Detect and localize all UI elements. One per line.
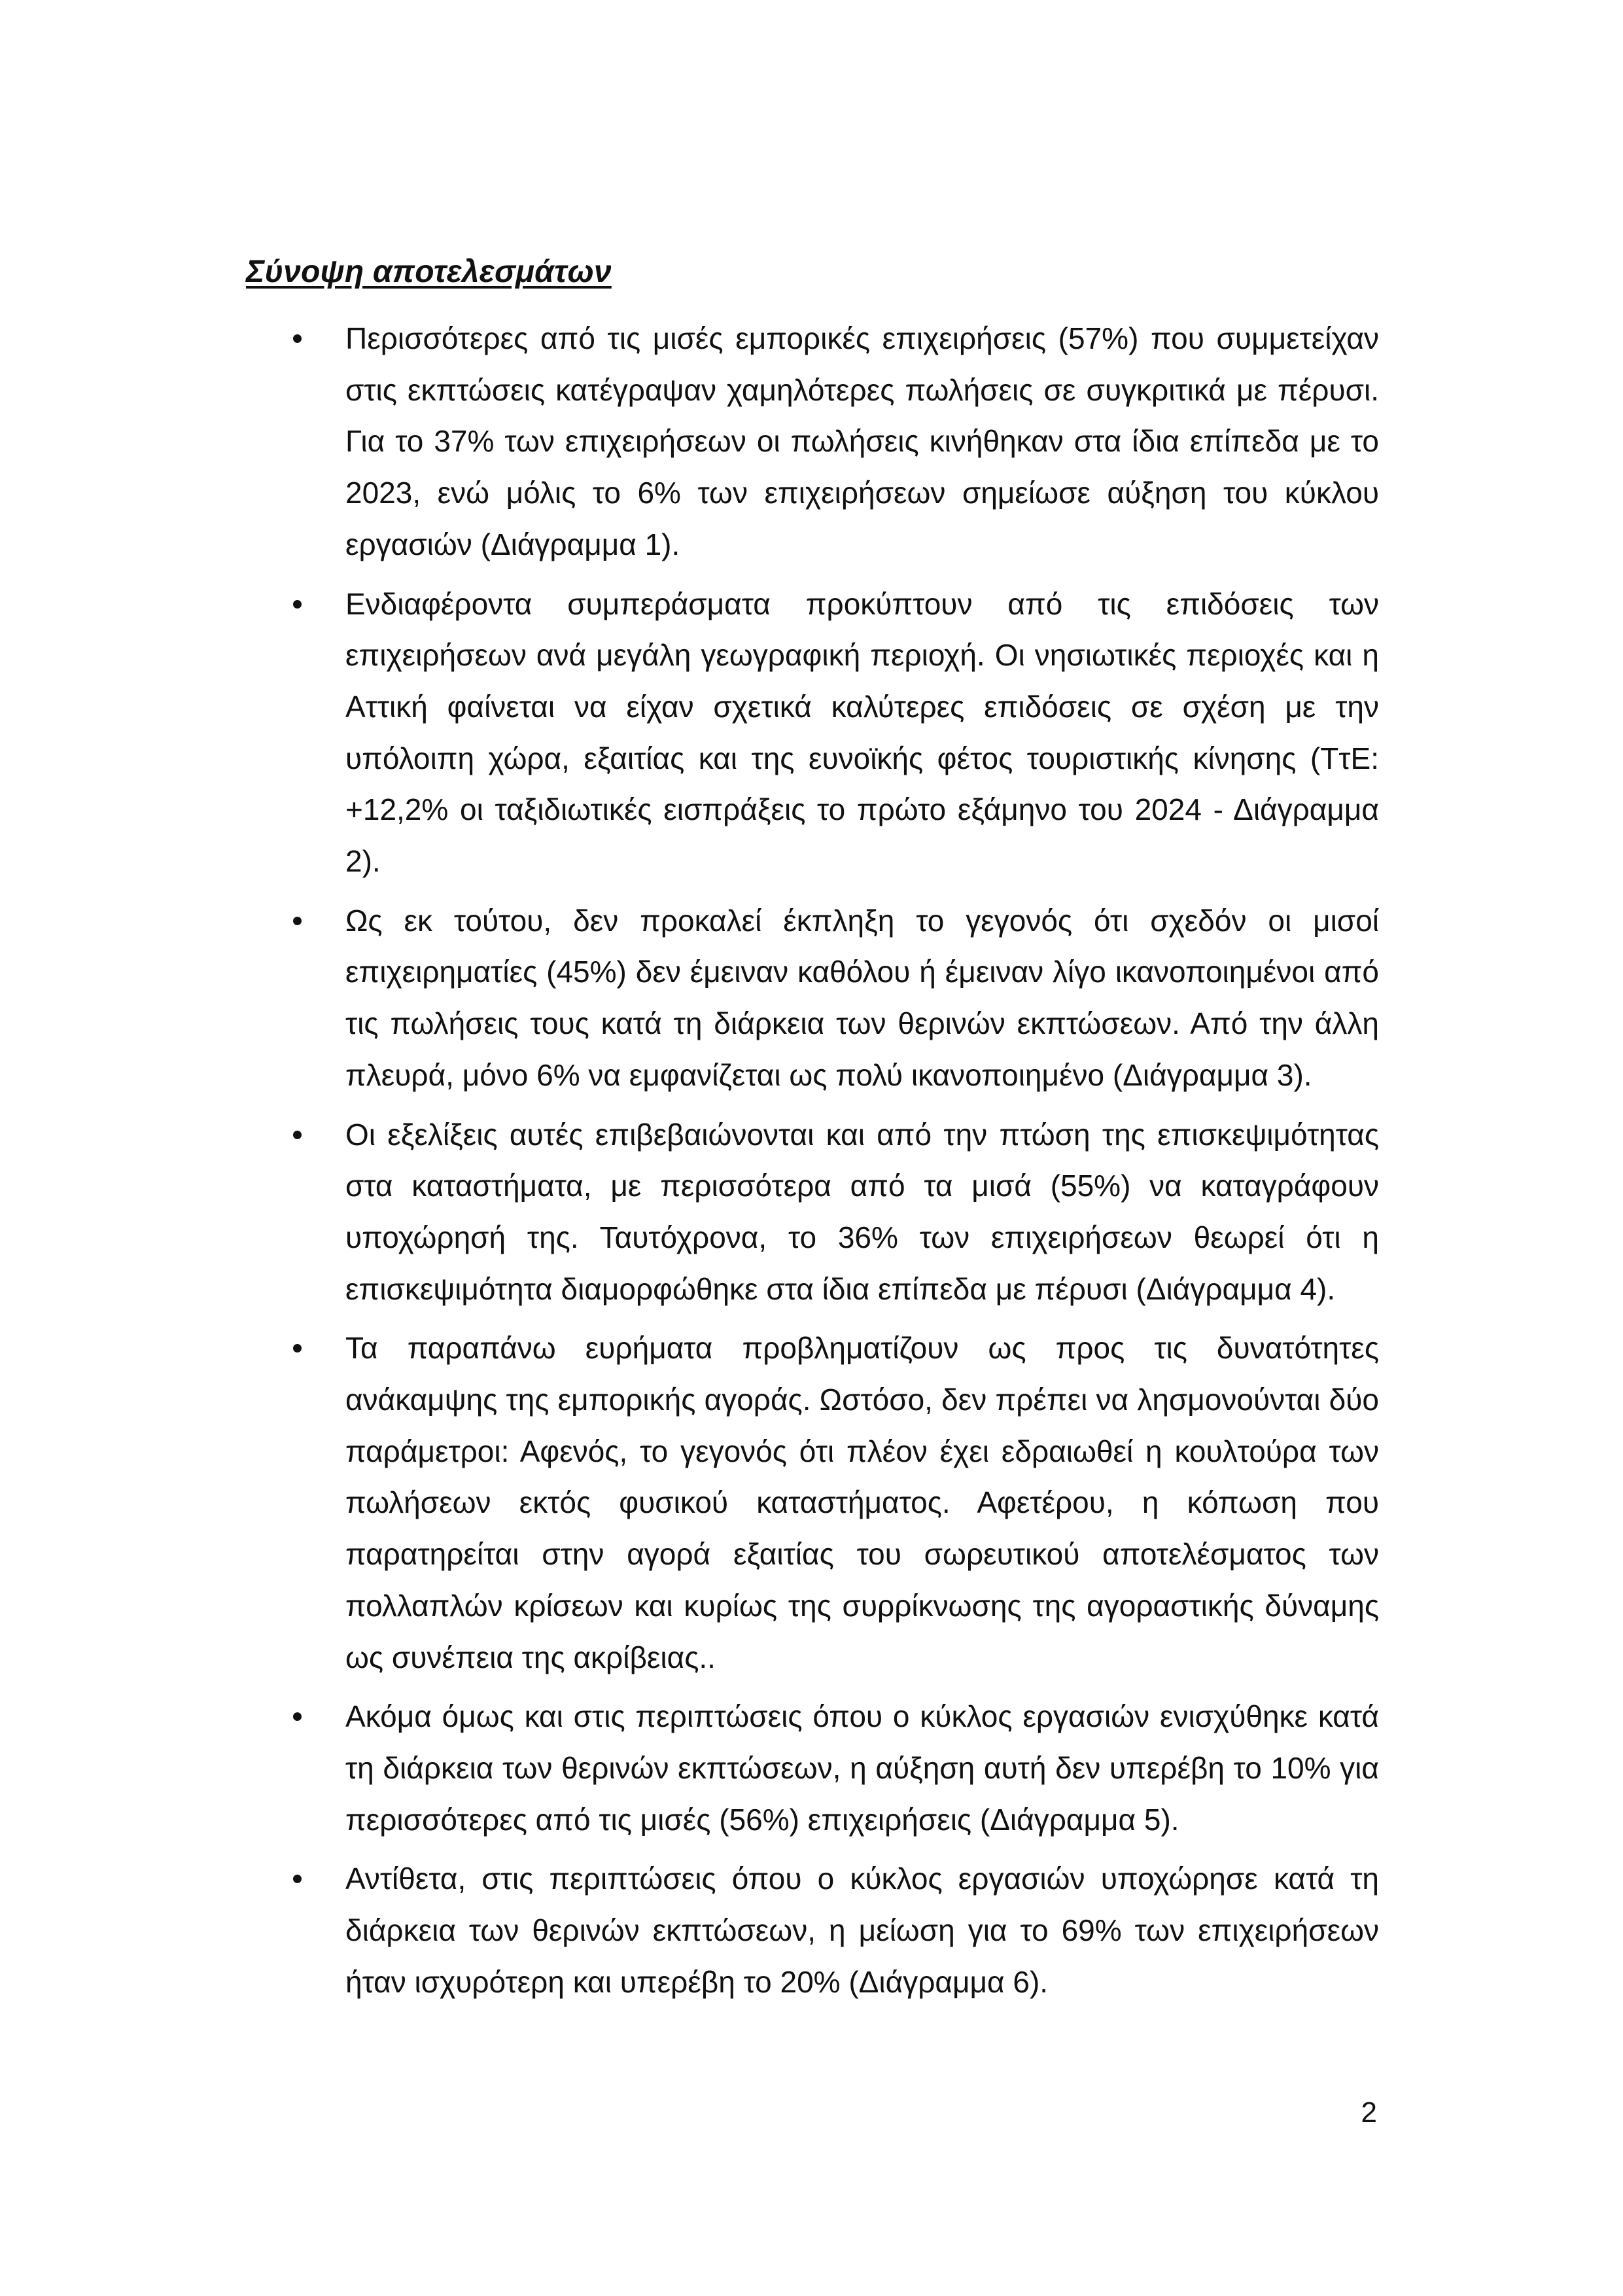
bullet-dot-icon	[293, 1875, 302, 1883]
bullet-dot-icon	[293, 600, 302, 609]
summary-bullet-2	[246, 578, 1379, 887]
summary-bullet-4	[246, 1109, 1379, 1315]
summary-bullet-6	[246, 1691, 1379, 1845]
summary-bullet-text: Ακόμα όμως και στις περιπτώσεις όπου ο κύκλος εργασιών ενισχύθηκε κατά τη διάρκεια των θερινών εκπτώσεων, η αύξηση αυτή δεν υπερέβη το 10% για περισσότερες από τις μισές (56%) επιχειρήσεις (Διάγραμμα 5).	[345, 1699, 1379, 1837]
summary-bullet-text: Τα παραπάνω ευρήματα προβληματίζουν ως προς τις δυνατότητες ανάκαμψης της εμπορικής αγοράς. Ωστόσο, δεν πρέπει να λησμονούνται δύο παράμετροι: Αφενός, το γεγονός ότι πλέον έχει εδραιωθεί η κουλτούρα των πωλήσεων εκτός φυσικού καταστήματος. Αφετέρου, η κόπωση που παρατηρείται στην αγορά εξαιτίας του σωρευτικού αποτελέσματος των πολλαπλών κρίσεων και κυρίως της συρρίκνωσης της αγοραστικής δύναμης ως συνέπεια της ακρίβειας..	[345, 1331, 1379, 1674]
summary-bullet-text: Οι εξελίξεις αυτές επιβεβαιώνονται και από την πτώση της επισκεψιμότητας στα καταστήματα, με περισσότερα από τα μισά (55%) να καταγράφουν υποχώρησή της. Ταυτόχρονα, το 36% των επιχειρήσεων θεωρεί ότι η επισκεψιμότητα διαμορφώθηκε στα ίδια επίπεδα με πέρυσι (Διάγραμμα 4).	[345, 1117, 1379, 1306]
summary-bullet-5	[246, 1322, 1379, 1683]
summary-bullet-7	[246, 1853, 1379, 2007]
bullet-dot-icon	[293, 1712, 302, 1721]
summary-bullet-3	[246, 895, 1379, 1101]
summary-bullet-list	[246, 313, 1379, 2016]
bullet-dot-icon	[293, 334, 302, 343]
bullet-dot-icon	[293, 1131, 302, 1139]
summary-bullet-text: Αντίθετα, στις περιπτώσεις όπου ο κύκλος εργασιών υποχώρησε κατά τη διάρκεια των θερινών εκπτώσεων, η μείωση για το 69% των επιχειρήσεων ήταν ισχυρότερη και υπερέβη το 20% (Διάγραμμα 6).	[345, 1862, 1379, 1999]
summary-bullet-text: Περισσότερες από τις μισές εμπορικές επιχειρήσεις (57%) που συμμετείχαν στις εκπτώσεις κατέγραψαν χαμηλότερες πωλήσεις σε συγκριτικά με πέρυσι. Για το 37% των επιχειρήσεων οι πωλήσεις κινήθηκαν στα ίδια επίπεδα με το 2023, ενώ μόλις το 6% των επιχειρήσεων σημείωσε αύξηση του κύκλου εργασιών (Διάγραμμα 1).	[345, 321, 1379, 561]
bullet-dot-icon	[293, 1344, 302, 1352]
section-title: Σύνοψη αποτελεσμάτων	[246, 255, 612, 289]
summary-bullet-text: Ενδιαφέροντα συμπεράσματα προκύπτουν από τις επιδόσεις των επιχειρήσεων ανά μεγάλη γεωγραφική περιοχή. Οι νησιωτικές περιοχές και η Αττική φαίνεται να είχαν σχετικά καλύτερες επιδόσεις σε σχέση με την υπόλοιπη χώρα, εξαιτίας και της ευνοϊκής φέτος τουριστικής κίνησης (ΤτΕ: +12,2% οι ταξιδιωτικές εισπράξεις το πρώτο εξάμηνο του 2024 - Διάγραμμα 2).	[345, 586, 1379, 879]
summary-bullet-1	[246, 313, 1379, 571]
summary-bullet-text: Ως εκ τούτου, δεν προκαλεί έκπληξη το γεγονός ότι σχεδόν οι μισοί επιχειρηματίες (45%) δεν έμειναν καθόλου ή έμειναν λίγο ικανοποιημένοι από τις πωλήσεις τους κατά τη διάρκεια των θερινών εκπτώσεων. Από την άλλη πλευρά, μόνο 6% να εμφανίζεται ως πολύ ικανοποιημένο (Διάγραμμα 3).	[345, 903, 1379, 1092]
bullet-dot-icon	[293, 917, 302, 925]
page-number: 2	[1361, 2096, 1377, 2128]
